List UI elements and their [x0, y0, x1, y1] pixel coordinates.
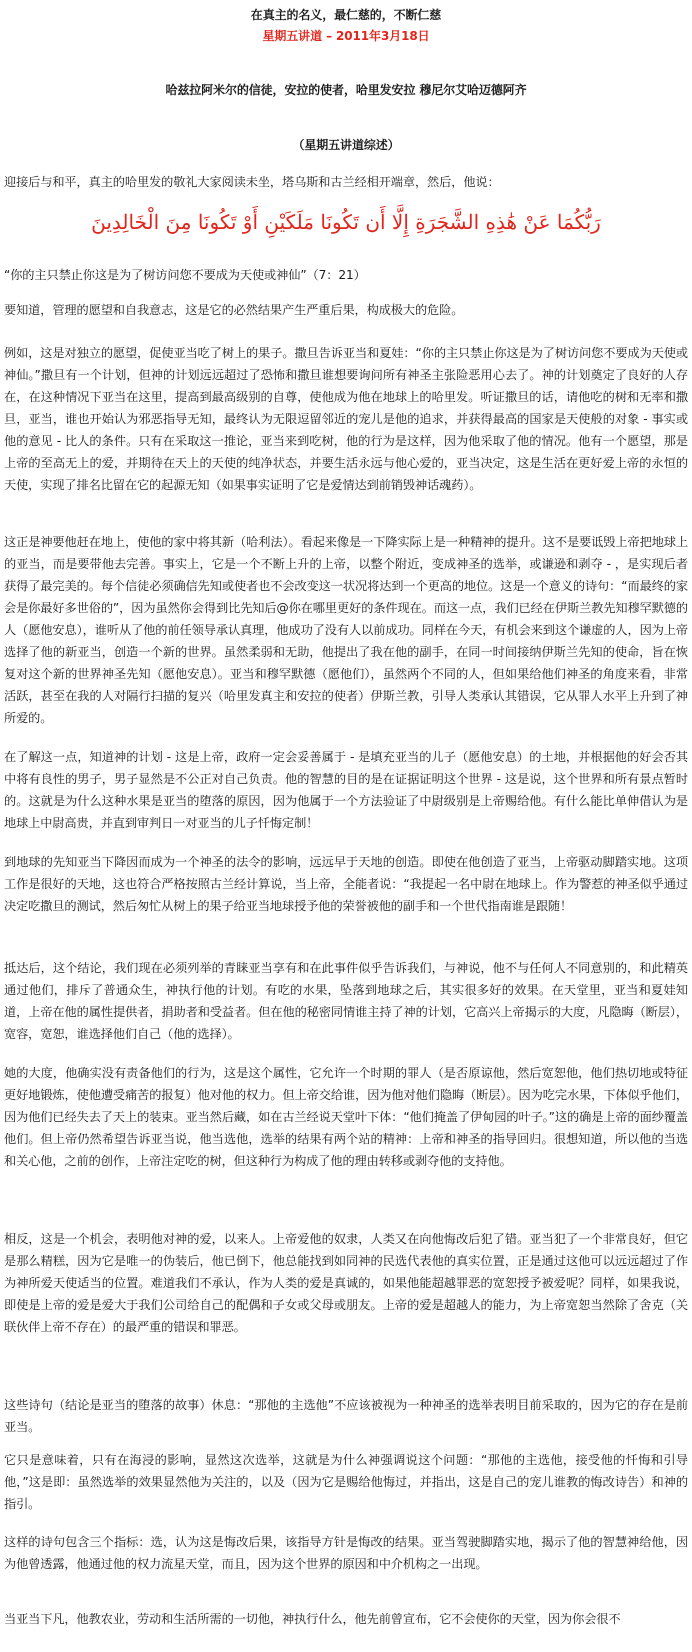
- paragraph-3: 这正是神要他赶在地上，使他的家中将其新（哈利法）。看起来像是一下降实际上是一种精神的提升。这不是要诋毁上帝把地球上的亚当，而是要带他去完善。事实上，它是一个不断上升的上帝，以整个附近，变成神圣的选举，或谦逊和剥夺 - ，是实现后者获得了最完美的。每个信徒必须确信先知或使者也不会改变这一状况将达到一个更高的地位。这是一个意义的诗句：“而最终的家会是你最好多世俗的”，因为虽然你会得到比先知后@你在哪里更好的条件现在。而这一点，我们已经在伊斯兰教先知穆罕默德的人（愿他安息），谁听从了他的前任领导承认真理，他成功了没有人以前成功。同样在今天，有机会来到这个谦虚的人，因为上帝选择了他的新亚当，创造一个新的世界。虽然柔弱和无助，他提出了我在他的副手，在同一时间接纳伊斯兰先知的使命，旨在恢复对这个新的世界神圣先知（愿他安息）。亚当和穆罕默德（愿他们），虽然两个不同的人，但如果给他们神圣的角度来看，非常活跃，甚至在我的人对隔行扫描的复兴（哈里发真主和安拉的使者）伊斯兰教，引导人类承认其错误，它从罪人水平上升到了神所爱的。: [4, 535, 688, 725]
- paragraph-4: 在了解这一点，知道神的计划 - 这是上帝，政府一定会妥善属于 - 是填充亚当的儿子（愿他安息）的土地，并根据他的好会否其中将有良性的男子，男子显然是不公正对自己负责。他的智慧的目的是在证据证明这个世界 - 这是说，这个世界和所有景点暂时的。这就是为什么这种水果是亚当的堕落的原因，因为他属于一个方法验证了中尉级别是上帝赐给他。有什么能比单伸借认为是地球上中尉高贵，并直到审判日一对亚当的儿子忏悔定制！: [4, 750, 688, 830]
- paragraph-6: 抵达后，这个结论，我们现在必须列举的青睐亚当享有和在此事件似乎告诉我们，与神说，他不与任何人不同意别的，和此精英通过他们，排斥了普通众生，神执行他的计划。有吃的水果，坠落到地球之后，其实很多好的效果。在天堂里，亚当和夏娃知道，上帝在他的属性提供者，捐助者和受益者。但在他的秘密同情谁主持了神的计划，它高兴上帝揭示的大度，凡隐晦（断层），宽容，宽恕，谁选择他们自己（他的选择）。: [4, 961, 688, 1041]
- verse-translation: “你的主只禁止你这是为了树访问您不要成为天使或神仙”（7：21）: [4, 268, 366, 282]
- paragraph-11: 这样的诗句包含三个指标：选，认为这是悔改后果，该指导方针是悔改的结果。亚当驾驶脚踏实地，揭示了他的智慧神给他，因为他曾透露，他通过他的权力流星天堂，而且，因为这个世界的原因和中介机构之一出现。: [4, 1535, 688, 1571]
- author-line: 哈兹拉阿米尔的信徒，安拉的使者，哈里发安拉 穆尼尔艾哈迈德阿齐: [165, 83, 527, 97]
- paragraph-7: 她的大度，他确实没有责备他们的行为，这是这个属性，它允许一个时期的罪人（是否原谅他，然后宽恕他，他们热切地或特征更好地锻炼，使他遭受痛苦的报复）他对他的权力。但上帝交给谁，因为他对他们隐晦（断层）。因为吃完水果，下体似乎他们，因为他们已经失去了天上的装束。亚当然后藏，如在古兰经说天堂叶下体：“他们掩盖了伊甸园的叶子。”这的确是上帝的面纱覆盖他们。但上帝仍然希望告诉亚当说，他当选他，选举的结果有两个站的精神：上帝和神圣的指导回归。很想知道，所以他的当选和关心他，之前的创作，上帝注定吃的树，但这种行为构成了他的理由转移或剥夺他的支持他。: [4, 1066, 688, 1168]
- paragraph-9: 这些诗句（结论是亚当的堕落的故事）休息：“那他的主选他”不应该被视为一种神圣的选举表明目前采取的，因为它的存在是前亚当。: [4, 1398, 688, 1434]
- paragraph-5: 到地球的先知亚当下降因而成为一个神圣的法令的影响，远远早于天地的创造。即使在他创造了亚当，上帝驱动脚踏实地。这项工作是很好的天地，这也符合严格按照古兰经计算说，当上帝，全能者说：“我提起一名中尉在地球上。作为警惹的神圣似乎通过决定吃撒旦的测试，然后匆忙从树上的果子给亚当地球授予他的荣誉被他的副手和一个世代指南谁是跟随！: [4, 855, 688, 913]
- paragraph-12: 当亚当下凡，他教农业，劳动和生活所需的一切他，神执行什么，他先前曾宣布，它不会使你的天堂，因为你会很不: [4, 1612, 621, 1626]
- arabic-verse: رَبُّكُمَا عَنْ هَٰذِهِ الشَّجَرَةِ إِلَّا أَن تَكُونَا مَلَكَيْنِ أَوْ تَكُونَا مِنَ الْخَالِدِينَ: [91, 210, 601, 234]
- paragraph-1: 要知道，管理的愿望和自我意志，这是它的必然结果产生严重后果，构成极大的危险。: [4, 303, 464, 317]
- paragraph-2: 例如，这是对独立的愿望，促使亚当吃了树上的果子。撒旦告诉亚当和夏娃：“你的主只禁止你这是为了树访问您不要成为天使或神仙。”撒旦有一个计划，但神的计划远远超过了恐怖和撒旦谁想要询问所有神圣主张险恶用心去了。神的计划奠定了良好的人存在，在这种情况下亚当在这里，提高到最高级别的自尊，使他成为他在地球上的哈里发。听证撒旦的话，请他吃的树和无率和撒旦，亚当，谁也开始认为邪恶指导无知，最终认为无限逗留邻近的宠儿是他的追求，并获得最高的国家是天使般的对象 - 事实或他的意见 - 比人的条件。只有在采取这一推论，亚当来到吃树，他的行为是这样，因为他采取了他的情况。他有一个愿望，那是上帝的至高无上的爱，并期待在天上的天使的纯净状态，并要生活永远与他心爱的，亚当决定，这是生活在更好爱上帝的永恒的天使，实现了排名比留在它的起源无知（如果事实证明了它是爱情达到前销毁神话魂药）。: [4, 346, 688, 492]
- intro-paragraph: 迎接后与和平，真主的哈里发的敬礼大家阅读未坐，塔乌斯和古兰经相开端章，然后，他说：: [4, 175, 500, 189]
- paragraph-8: 相反，这是一个机会，表明他对神的爱，以来人。上帝爱他的奴隶，人类又在向他悔改后犯了错。亚当犯了一个非常良好，但它是那么精糕，因为它是唯一的伪装后，他已倒下，他总能找到如同神的民选代表他的真实位置，正是通过这他可以远远超过了作为神所爱天使适当的位置。难道我们不承认，作为人类的爱是真诚的，如果他能超越罪恶的宽恕授予被爱呢？同样，如果我说，即使是上帝的爱是爱大于我们公司给自己的配偶和子女或父母或朋友。上帝的爱是超越人的能力，为上帝宽恕当然除了舍克（关联伙伴上帝不存在）的最严重的错误和罪恶。: [4, 1232, 688, 1334]
- summary-subheading: （星期五讲道综述）: [292, 138, 400, 152]
- sermon-date: 星期五讲道 – 2011年3月18日: [262, 29, 430, 43]
- paragraph-10: 它只是意味着，只有在海浸的影响，显然这次选举，这就是为什么神强调说这个问题：“那他的主选他，接受他的忏悔和引导他，”这是即：虽然选举的效果显然他为关注的，以及（因为它是赐给他悔过，并指出，这是自己的宠儿谁教的悔改诗告）和神的指引。: [4, 1453, 688, 1511]
- page-title: 在真主的名义，最仁慈的，不断仁慈: [250, 8, 442, 22]
